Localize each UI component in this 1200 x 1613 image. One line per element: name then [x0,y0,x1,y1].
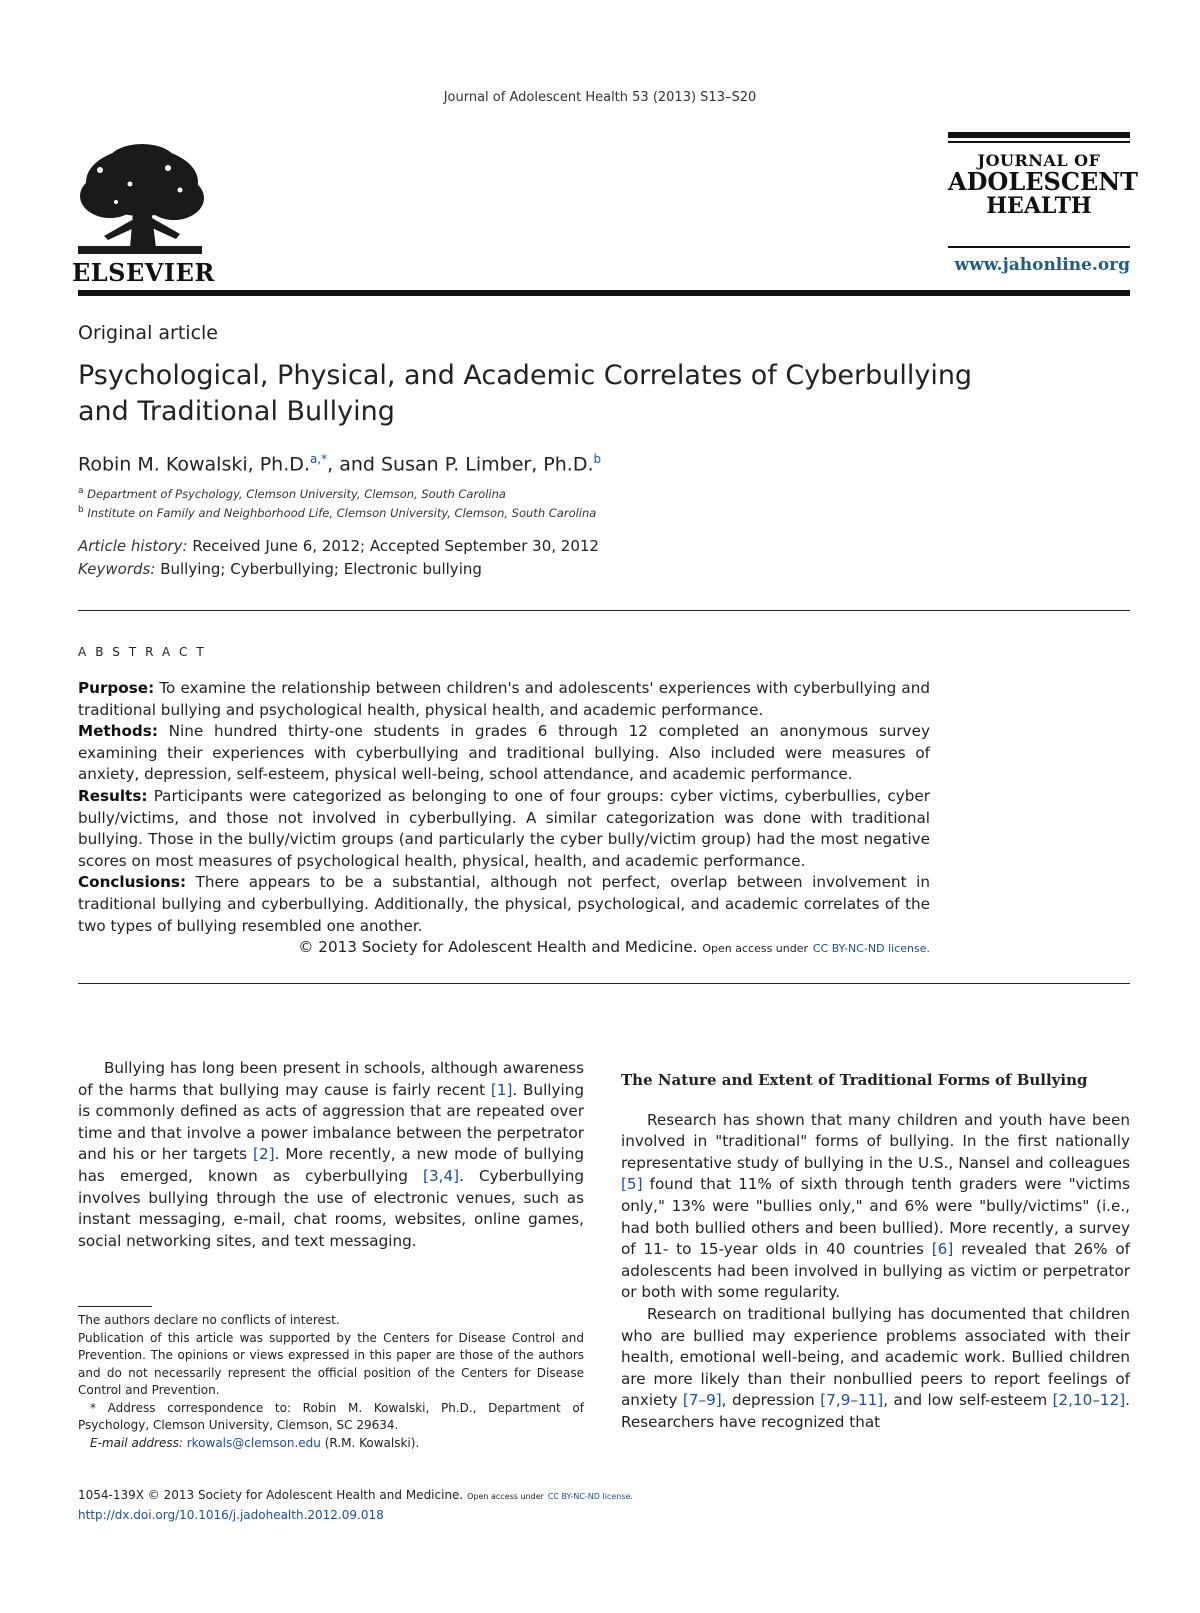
footnote-mark: * [90,1400,96,1415]
conclusions-text: There appears to be a substantial, although not perfect, overlap between involvement in traditional bullying and cyberbullying. Additionally, the physical, psychological, and academic correlates of the two types of bullying resembled one another. [78,873,930,935]
open-access-text: Open access under [702,942,809,956]
email-tail: (R.M. Kowalski). [320,1435,420,1450]
body-text: revealed that 26% of adolescents had been involved in bullying as victim or perpetrator or both with some regularity. [621,1240,1130,1302]
author-connector: , and [327,453,381,476]
body-paragraph [78,1058,584,1252]
author-affiliation-mark[interactable]: a,* [309,452,328,466]
body-text: , depression [721,1391,821,1410]
body-text: , and low self-esteem [883,1391,1053,1410]
section-heading: The Nature and Extent of Traditional Forms of Bullying [621,1071,1088,1089]
right-column [621,1058,1130,1434]
body-text: . More recently, a new mode of bullying has emerged, known as cyberbullying [78,1145,585,1185]
abstract-methods [78,721,930,786]
affiliation-text: Institute on Family and Neighborhood Life, Clemson University, Clemson, South Carolina [87,505,597,520]
keywords-label: Keywords: [78,560,156,578]
affiliation-text: Department of Psychology, Clemson University, Clemson, South Carolina [87,486,506,501]
footnote: The authors declare no conflicts of interest. [78,1313,340,1327]
article-title: Psychological, Physical, and Academic Correlates of Cyberbullying and Traditional Bullying [78,360,973,427]
abstract-body [78,678,930,960]
author-affiliation-mark[interactable]: b [593,452,602,466]
abstract-results [78,786,930,872]
affiliation-mark: a [78,486,84,496]
journal-logo-line3: HEALTH [986,193,1092,220]
citation-link[interactable]: [1] [490,1080,513,1099]
left-column [78,1058,584,1252]
issn-text: 1054-139X © 2013 Society for Adolescent Health and Medicine. [78,1488,464,1502]
journal-logo-rule-bottom [948,246,1130,248]
abstract-purpose [78,678,930,721]
citation-link[interactable]: [2] [253,1145,275,1164]
body-text: . Researchers have recognized that [621,1391,1130,1431]
issn-line [78,1486,633,1506]
article-type: Original article [78,322,218,344]
keywords [78,560,482,578]
citation-link[interactable]: [2,10–12] [1052,1391,1126,1410]
elsevier-wordmark: ELSEVIER [72,258,215,287]
license-link[interactable]: CC BY-NC-ND license. [547,1492,633,1501]
footnote-rule [78,1306,152,1307]
journal-logo-line2: ADOLESCENT [948,167,1139,197]
journal-logo-rule-top [948,132,1130,138]
email-link[interactable]: rkowals@clemson.edu [186,1435,321,1450]
citation-link[interactable]: [6] [931,1240,954,1259]
footnote: Publication of this article was supported by the Centers for Disease Control and Prevention. The opinions or views expressed in this paper are those of the authors and do not necessarily represent the official position of the Centers for Disease Control and Prevention. [78,1330,584,1397]
email-label: E-mail address: [90,1435,183,1450]
results-label: Results: [78,786,148,805]
header-rule [78,290,1130,296]
abstract-bottom-rule [78,983,1130,984]
abstract-copyright [78,937,930,960]
methods-label: Methods: [78,722,158,741]
body-text: . Bullying is commonly defined as acts of aggression that are repeated over time and that involve a power imbalance between the perpetrator and his or her targets [78,1080,584,1164]
affiliation-mark: b [78,505,84,515]
affiliation [78,505,596,520]
purpose-label: Purpose: [78,679,155,697]
bottom-meta [78,1486,633,1525]
article-history [78,537,599,555]
journal-logo-rule-top-thin [948,141,1130,143]
footnotes [78,1312,584,1452]
author-name: Susan P. Limber, Ph.D. [380,453,594,476]
body-text: found that 11% of sixth through tenth graders were "victims only," 13% were "bullies only," and 6% were "bully/victims" (i.e., had both bullied others and been bullied). More recently, a survey of 11- to 15-year olds in 40 countries [621,1175,1130,1259]
footnote-text: Address correspondence to: Robin M. Kowalski, Ph.D., Department of Psychology, Clemson University, Clemson, SC 29634. [78,1400,584,1432]
purpose-text: To examine the relationship between children's and adolescents' experiences with cyberbullying and traditional bullying and psychological health, physical health, and academic performance. [78,679,930,719]
methods-text: Nine hundred thirty-one students in grades 6 through 12 completed an anonymous survey examining their experiences with cyberbullying and traditional bullying. Also included were measures of anxiety, depression, self-esteem, physical well-being, school attendance, and academic performance. [78,722,930,784]
footnote-correspondence [78,1400,584,1435]
results-text: Participants were categorized as belonging to one of four groups: cyber victims, cyberbullies, cyber bully/victims, and those not involved in cyberbullying. A similar categorization was done with traditional bullying. Those in the bully/victim groups (and particularly the cyber bully/victim group) had the most negative scores on most measures of psychological health, physical, health, and academic performance. [78,786,930,870]
citation-link[interactable]: [7,9–11] [820,1391,884,1410]
doi-link[interactable]: http://dx.doi.org/10.1016/j.jadohealth.2012.09.018 [78,1508,384,1522]
abstract-top-rule [78,610,1130,611]
journal-citation: Journal of Adolescent Health 53 (2013) S13–S20 [443,90,757,105]
license-link[interactable]: CC BY-NC-ND license. [812,942,930,956]
conclusions-label: Conclusions: [78,873,187,892]
history-text: Received June 6, 2012; Accepted September 30, 2012 [187,537,599,555]
citation-link[interactable]: [3,4] [423,1166,460,1185]
body-text: Bullying has long been present in schools, although awareness of the harms that bullying may cause is fairly recent [78,1059,584,1099]
journal-logo-line1: JOURNAL OF [977,151,1101,170]
abstract-heading: ABSTRACT [78,645,213,659]
journal-logo [948,151,1139,220]
keywords-text: Bullying; Cyberbullying; Electronic bullying [155,560,482,578]
journal-url-link[interactable]: www.jahonline.org [954,255,1130,275]
author-list [78,452,601,475]
citation-link[interactable]: [7–9] [682,1391,722,1410]
body-paragraph [621,1110,1130,1304]
citation-link[interactable]: [5] [621,1175,643,1194]
footnote-email [78,1435,584,1453]
body-text: Research on traditional bullying has documented that children who are bullied may experience problems associated with their health, emotional well-being, and academic work. Bullied children are more likely than their nonbullied peers to report feelings of anxiety [621,1304,1130,1410]
author-name: Robin M. Kowalski, Ph.D. [78,453,310,476]
history-label: Article history: [78,537,188,555]
body-paragraph [621,1304,1130,1434]
body-text: Research has shown that many children and youth have been involved in "traditional" forms of bullying. In the first nationally representative study of bullying in the U.S., Nansel and colleagues [621,1110,1130,1172]
body-text: . Cyberbullying involves bullying through the use of electronic venues, such as instant messaging, e-mail, chat rooms, websites, online games, social networking sites, and text messaging. [78,1166,585,1250]
abstract-conclusions [78,872,930,937]
open-access-text: Open access under [467,1492,544,1501]
copyright-text: © 2013 Society for Adolescent Health and Medicine. [298,938,698,957]
affiliation [78,486,506,501]
